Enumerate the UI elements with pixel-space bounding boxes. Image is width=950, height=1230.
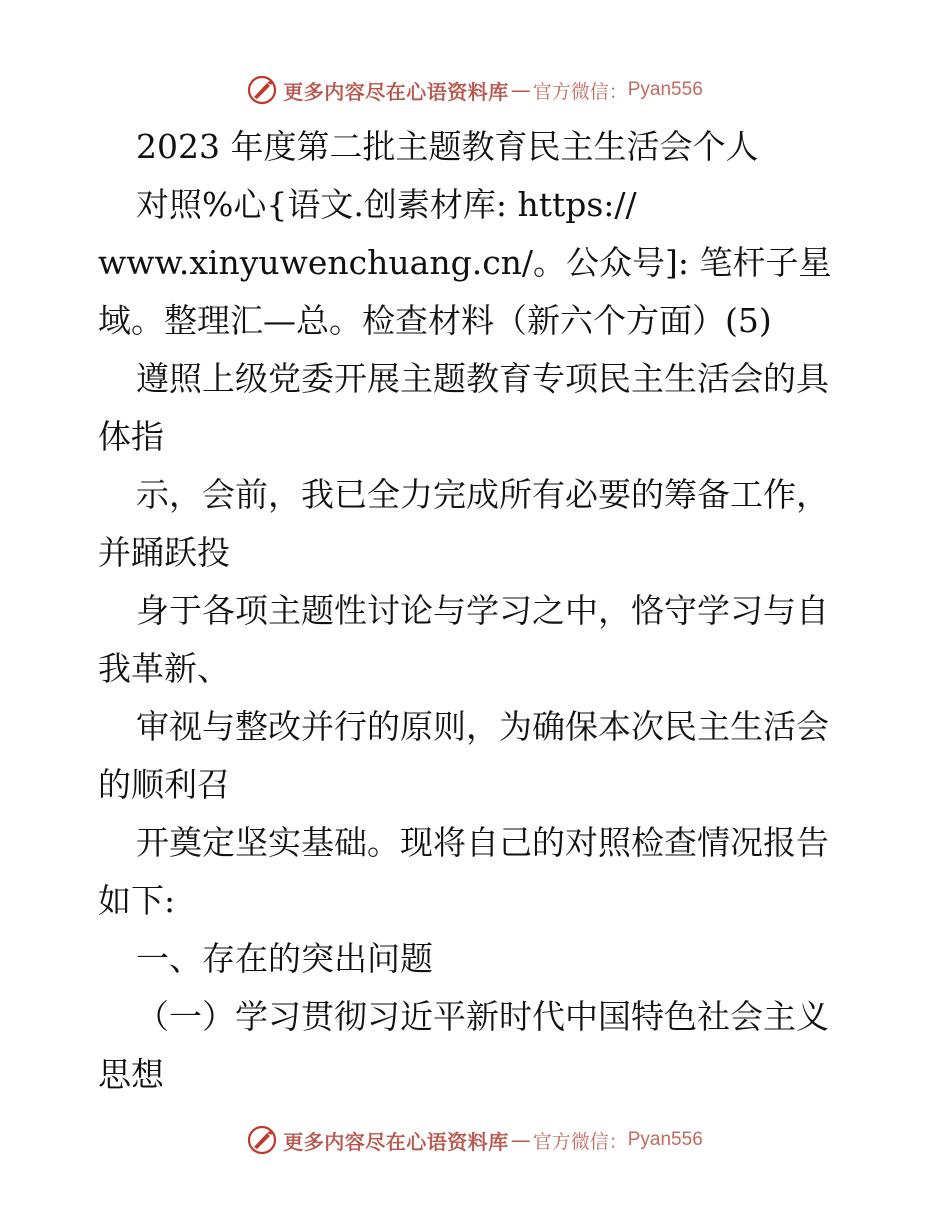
title-line-4: 域。整理汇—总。检查材料（新六个方面）(5)	[98, 301, 772, 340]
watermark-dash: —	[510, 78, 531, 102]
watermark-main-text: 更多内容尽在心语资料库	[283, 79, 509, 104]
paragraph-line: 的顺利召	[98, 765, 230, 804]
watermark-sub-text: 官方微信：	[532, 80, 628, 103]
watermark-main-text: 更多内容尽在心语资料库	[283, 1129, 509, 1154]
watermark-dash: —	[510, 1128, 531, 1152]
watermark-wechat-id: Pyan556	[627, 79, 703, 100]
paragraph-line: 我革新、	[98, 649, 230, 688]
footer-watermark	[0, 1122, 950, 1158]
title-line-3: www.xinyuwenchuang.cn/。公众号]: 笔杆子星	[98, 243, 832, 282]
watermark-sub-text: 官方微信：	[532, 1130, 628, 1153]
document-body	[98, 122, 858, 1108]
paragraph-line: 审视与整改并行的原则，为确保本次民主生活会	[136, 707, 829, 746]
subsection-heading: （一）学习贯彻习近平新时代中国特色社会主义	[136, 997, 829, 1036]
section-heading: 一、存在的突出问题	[136, 939, 433, 978]
quill-logo-icon	[247, 1125, 277, 1155]
quill-logo-icon	[247, 75, 277, 105]
paragraph-line: 开奠定坚实基础。现将自己的对照检查情况报告	[136, 823, 829, 862]
paragraph-line: 如下:	[98, 881, 176, 920]
title-line-2: 对照%心{语文.创素材库: https://	[136, 185, 637, 224]
paragraph-line: 遵照上级党委开展主题教育专项民主生活会的具	[136, 359, 829, 398]
paragraph-line: 体指	[98, 417, 164, 456]
paragraph-line: 示，会前，我已全力完成所有必要的筹备工作，	[136, 475, 829, 514]
watermark-wechat-id: Pyan556	[627, 1129, 703, 1150]
header-watermark	[0, 72, 950, 108]
subsection-heading-continued: 思想	[98, 1055, 164, 1094]
paragraph-line: 身于各项主题性讨论与学习之中，恪守学习与自	[136, 591, 829, 630]
title-line-1: 2023 年度第二批主题教育民主生活会个人	[136, 127, 759, 166]
paragraph-line: 并踊跃投	[98, 533, 230, 572]
